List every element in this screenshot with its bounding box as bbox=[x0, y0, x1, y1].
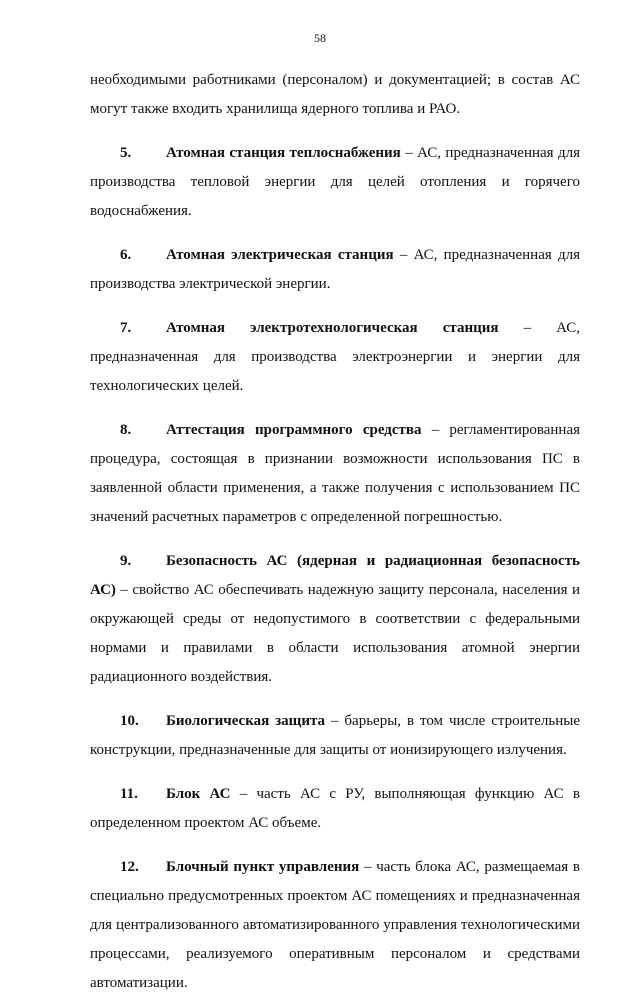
item-definition: – барьеры, в том числе строительные конструкции, предназначенные для защиты от ионизирующего излучения. bbox=[90, 713, 580, 758]
item-definition: – часть блока АС, размещаемая в специально предусмотренных проектом АС помещениях и предназначенная для централизованного автоматизированного управления технологическими процессами, реализуемого оперативным персоналом и средствами автоматизации. bbox=[90, 859, 580, 991]
item-number: 6. bbox=[120, 247, 132, 263]
item-term: Блочный пункт управления bbox=[166, 859, 360, 875]
item-number: 10. bbox=[120, 713, 139, 729]
item-number: 7. bbox=[120, 320, 132, 336]
definition-item-5 bbox=[90, 139, 580, 226]
item-definition: – часть АС с РУ, выполняющая функцию АС в определенном проектом АС объеме. bbox=[90, 786, 580, 831]
definition-item-10 bbox=[90, 707, 580, 765]
item-number: 8. bbox=[120, 422, 132, 438]
item-term: Биологическая защита bbox=[166, 713, 326, 729]
item-number: 12. bbox=[120, 859, 139, 875]
intro-paragraph: необходимыми работниками (персоналом) и документацией; в состав АС могут также входить хранилища ядерного топлива и РАО. bbox=[90, 72, 580, 117]
definition-item-9 bbox=[90, 547, 580, 692]
definition-item-8 bbox=[90, 416, 580, 532]
page-number: 58 bbox=[314, 31, 326, 45]
definition-item-6 bbox=[90, 241, 580, 299]
item-definition: – свойство АС обеспечивать надежную защиту персонала, населения и окружающей среды от недопустимого в соответствии с федеральными нормами и правилами в области использования атомной энергии радиационного воздействия. bbox=[90, 582, 580, 685]
item-term: Аттестация программного средства bbox=[166, 422, 422, 438]
item-definition: – регламентированная процедура, состоящая в признании возможности использования ПС в заявленной области применения, а также получения с использованием ПС значений расчетных параметров с определенной погрешностью. bbox=[90, 422, 580, 525]
item-term: Атомная электрическая станция bbox=[166, 247, 394, 263]
item-term: Безопасность АС (ядерная и радиационная безопасность АС) bbox=[90, 553, 580, 598]
item-number: 11. bbox=[120, 786, 138, 802]
item-term: Атомная электротехнологическая станция bbox=[166, 320, 499, 336]
item-number: 5. bbox=[120, 145, 132, 161]
item-definition: – АС, предназначенная для производства электроэнергии и энергии для технологических целей. bbox=[90, 320, 580, 394]
definition-item-12 bbox=[90, 853, 580, 998]
item-definition: – АС, предназначенная для производства тепловой энергии для целей отопления и горячего водоснабжения. bbox=[90, 145, 581, 219]
item-number: 9. bbox=[120, 553, 132, 569]
item-term: Блок АС bbox=[166, 786, 231, 802]
definition-item-11 bbox=[90, 780, 580, 838]
definition-item-7 bbox=[90, 314, 580, 401]
item-definition: – АС, предназначенная для производства электрической энергии. bbox=[90, 247, 580, 292]
item-term: Атомная станция теплоснабжения bbox=[166, 145, 401, 161]
document-body bbox=[90, 66, 580, 998]
